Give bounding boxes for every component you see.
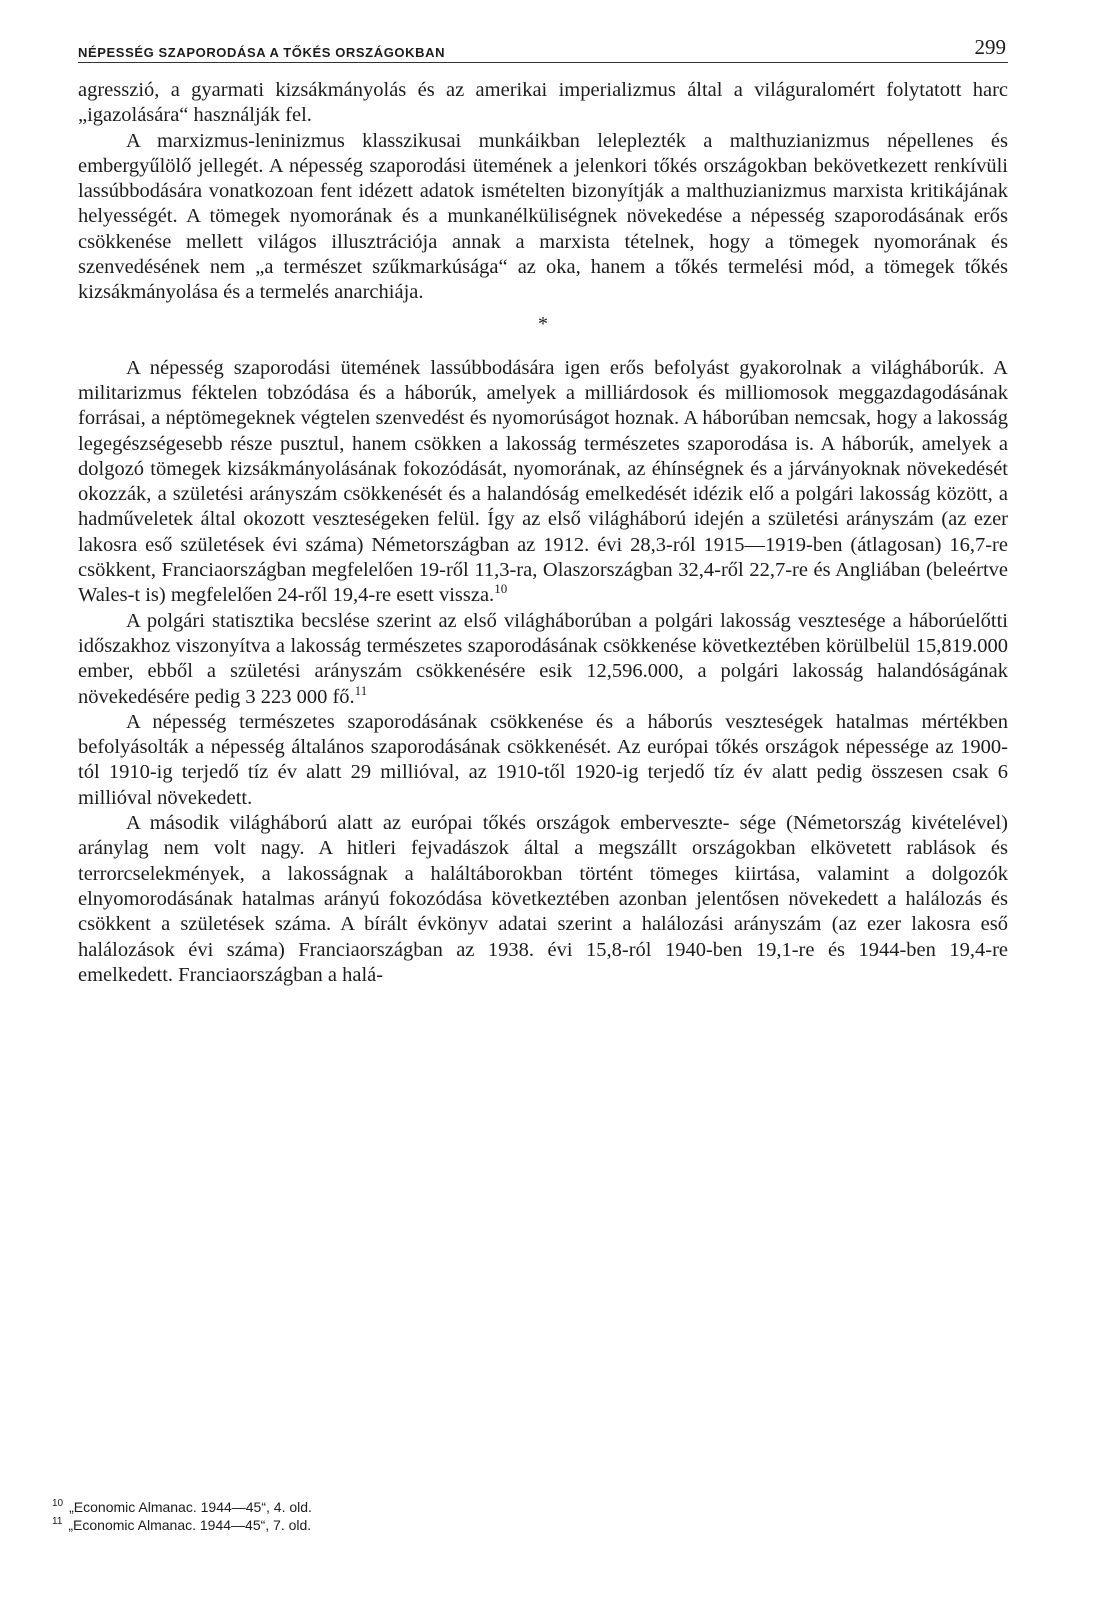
footnote	[52, 1498, 312, 1516]
footnote-ref-11: 11	[354, 682, 368, 698]
paragraph-6: A második világháború alatt az európai tőkés országok emberveszte- sége (Németország kivételével) aránylag nem volt nagy. A hitleri fejvadászok által a megszállt országokban elkövetett rablások és terrorcselekmények, a lakosságnak a haláltáborokban történt tömeges kiirtása, valamint a dolgozók elnyomorodásának hatalmas arányú fokozódása következtében azonban jelentősen növekedett a halálozás és csökkent a születések száma. A bírált évkönyv adatai szerint a halálozási arányszám (az ezer lakosra eső halálozások évi száma) Franciaországban az 1938. évi 15,8-ról 1940-ben 19,1-re és 1944-ben 19,4-re emelkedett. Franciaországban a halá-	[78, 812, 1008, 986]
footnote-text: „Economic Almanac. 1944—45“, 7. old.	[68, 1517, 312, 1533]
paragraph-4-text: A polgári statisztika becslése szerint az első világháborúban a polgári lakosság vesztesége a háborúelőtti időszakhoz viszonyítva a lakosság természetes szaporodásának csökkenése következtében körülbelül 15,819.000 ember, ebből a születési arányszám csökkenésére esik 12,596.000, a polgári lakosság halandóságának növekedésére pedig 3 223 000 fő.	[78, 609, 1008, 708]
running-title: NÉPESSÉG SZAPORODÁSA A TŐKÉS ORSZÁGOKBAN	[78, 45, 446, 60]
footnote-ref-10: 10	[494, 581, 508, 597]
paragraph-4	[78, 609, 1008, 710]
footnote-text: „Economic Almanac. 1944—45“, 4. old.	[69, 1499, 312, 1515]
document-page	[78, 30, 1008, 1580]
paragraph-2: A marxizmus-leninizmus klasszikusai munkáikban leleplezték a malthuzianizmus népellenes és embergyűlölő jellegét. A népesség szaporodási ütemének a jelenkori tőkés országokban bekövetkezett renkívüli lassúbbodására vonatkozoan fent idézett adatok ismételten bizonyítják a malthuzianizmus marxista kritikájának helyességét. A tömegek nyomorának és a munkanélküliségnek növekedése a népesség szaporodásának erős csökkenése mellett világos illusztrációja annak a marxista tételnek, hogy a tömegek nyomorának és szenvedésének nem „a természet szűkmarkúsága“ az oka, hanem a tőkés termelési mód, a tömegek tőkés kizsákmányolása és a termelés anarchiája.	[78, 129, 1008, 304]
section-separator: *	[538, 312, 548, 335]
footnotes	[52, 1498, 312, 1534]
paragraph-3-text: A népesség szaporodási ütemének lassúbbodására igen erős befolyást gyakorolnak a világháborúk. A militarizmus féktelen tobzódása és a háborúk, amelyek a milliárdosok és milliomosok meggazdagodásának forrásai, a néptömegeknek végtelen szenvedést és nyomorúságot hoznak. A háborúban nemcsak, hogy a lakosság legegészségesebb része pusztul, hanem csökken a lakosság természetes szaporodása is. A háborúk, amelyek a dolgozó tömegek kizsákmányolásának fokozódását, nyomorának, az éhínségnek és a járványoknak növekedését okozzák, a születési arányszám csökkenését és a halandóság emelkedését idézik elő a polgári lakosság között, a hadműveletek által okozott veszteségeken felül. Így az első világháború idején a születési arányszám (az ezer lakosra eső születések évi száma) Németországban az 1912. évi 28,3-ról 1915—1919-ben (átlagosan) 16,7-re csökkent, Franciaországban megfelelően 19-ről 11,3-ra, Olaszországban 32,4-ről 22,7-re és Angliában (beleértve Wales-t is) megfelelően 24-ről 19,4-re esett vissza.	[78, 356, 1008, 607]
body-text	[78, 78, 1008, 988]
footnote	[52, 1516, 312, 1534]
paragraph-5: A népesség természetes szaporodásának csökkenése és a háborús veszteségek hatalmas mértékben befolyásolták a népesség általános szaporodásának csökkenését. Az európai tőkés országok népessége az 1900-tól 1910-ig terjedő tíz év alatt 29 millióval, az 1910-től 1920-ig terjedő tíz év alatt pedig összesen csak 6 millióval növekedett.	[78, 710, 1008, 809]
running-head	[78, 30, 1008, 63]
footnote-number: 11	[52, 1516, 63, 1528]
page-number: 299	[974, 35, 1006, 59]
paragraph-3	[78, 356, 1008, 609]
footnote-number: 10	[52, 1498, 64, 1510]
paragraph-1: agresszió, a gyarmati kizsákmányolás és az amerikai imperializmus által a világuralomért folytatott harc „igazolására“ használják fel.	[78, 79, 1008, 127]
